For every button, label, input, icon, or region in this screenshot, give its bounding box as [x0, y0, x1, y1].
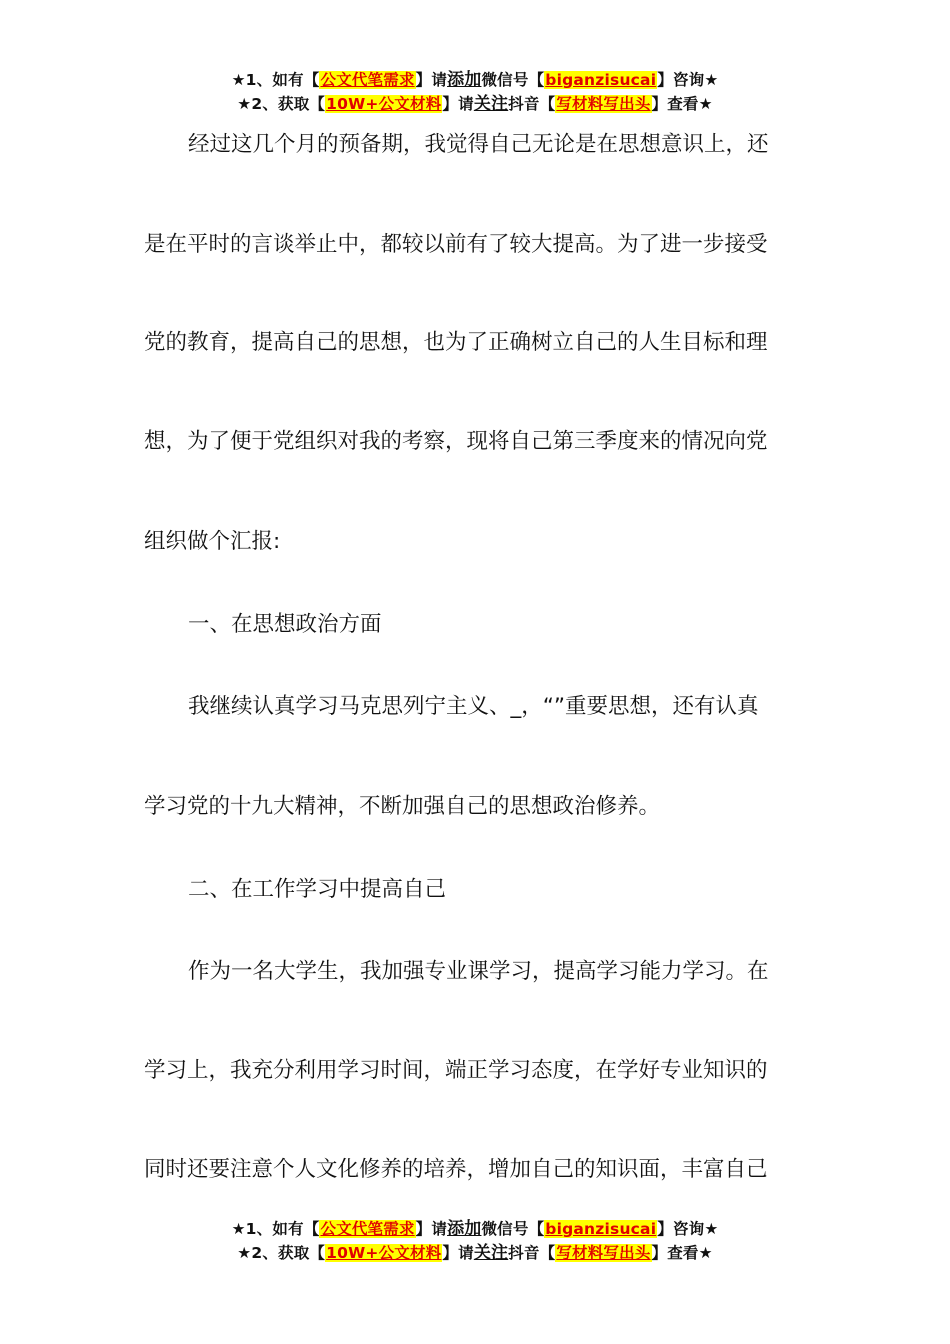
banner-text: 】查看★ — [651, 1244, 713, 1262]
banner-line-1 — [0, 1217, 950, 1241]
banner-text: 】请 — [442, 1244, 474, 1262]
banner-text: 】请 — [415, 71, 448, 89]
section-heading: 一、在思想政治方面 — [188, 612, 382, 637]
banner-text: 】查看★ — [651, 95, 713, 113]
banner-text: 微信号【 — [481, 1220, 545, 1238]
paragraph-line: 我继续认真学习马克思列宁主义、_，“”重要思想，还有认真 — [188, 694, 759, 719]
highlight-wechat-id: biganzisucai — [545, 71, 657, 89]
banner-line-2 — [0, 92, 950, 116]
banner-text: 】咨询★ — [657, 71, 719, 89]
highlight-service: 公文代笔需求 — [320, 1220, 415, 1238]
banner-text: 抖音【 — [508, 1244, 556, 1262]
banner-text: ★1、如有【 — [231, 1220, 320, 1238]
section-heading: 二、在工作学习中提高自己 — [188, 877, 447, 902]
paragraph-line: 经过这几个月的预备期，我觉得自己无论是在思想意识上，还 — [188, 132, 769, 157]
highlight-wechat-id: biganzisucai — [545, 1220, 657, 1238]
banner-emphasis: 关注 — [473, 1243, 509, 1263]
banner-text: 】请 — [442, 95, 474, 113]
paragraph-line: 组织做个汇报: — [144, 529, 281, 554]
paragraph-line: 想，为了便于党组织对我的考察，现将自己第三季度来的情况向党 — [144, 429, 768, 454]
top-banner — [0, 68, 950, 116]
banner-text: ★2、获取【 — [237, 1244, 326, 1262]
paragraph-line: 是在平时的言谈举止中，都较以前有了较大提高。为了进一步接受 — [144, 232, 768, 257]
banner-line-2 — [0, 1241, 950, 1265]
banner-emphasis: 添加 — [447, 1219, 482, 1239]
banner-line-1 — [0, 68, 950, 92]
bottom-banner — [0, 1217, 950, 1265]
banner-text: 】请 — [415, 1220, 448, 1238]
banner-emphasis: 添加 — [447, 70, 482, 90]
banner-text: 】咨询★ — [657, 1220, 719, 1238]
paragraph-line: 同时还要注意个人文化修养的培养，增加自己的知识面，丰富自己 — [144, 1157, 768, 1182]
highlight-douyin: 写材料写出头 — [556, 95, 651, 113]
highlight-douyin: 写材料写出头 — [556, 1244, 651, 1262]
banner-emphasis: 关注 — [473, 94, 509, 114]
paragraph-line: 学习上，我充分利用学习时间，端正学习态度，在学好专业知识的 — [144, 1058, 768, 1083]
highlight-service: 公文代笔需求 — [320, 71, 415, 89]
highlight-materials: 10W+公文材料 — [326, 1244, 442, 1262]
banner-text: ★2、获取【 — [237, 95, 326, 113]
banner-text: ★1、如有【 — [231, 71, 320, 89]
paragraph-line: 学习党的十九大精神，不断加强自己的思想政治修养。 — [144, 794, 661, 819]
paragraph-line: 党的教育，提高自己的思想，也为了正确树立自己的人生目标和理 — [144, 330, 768, 355]
banner-text: 微信号【 — [481, 71, 545, 89]
paragraph-line: 作为一名大学生，我加强专业课学习，提高学习能力学习。在 — [188, 959, 769, 984]
highlight-materials: 10W+公文材料 — [326, 95, 442, 113]
banner-text: 抖音【 — [508, 95, 556, 113]
